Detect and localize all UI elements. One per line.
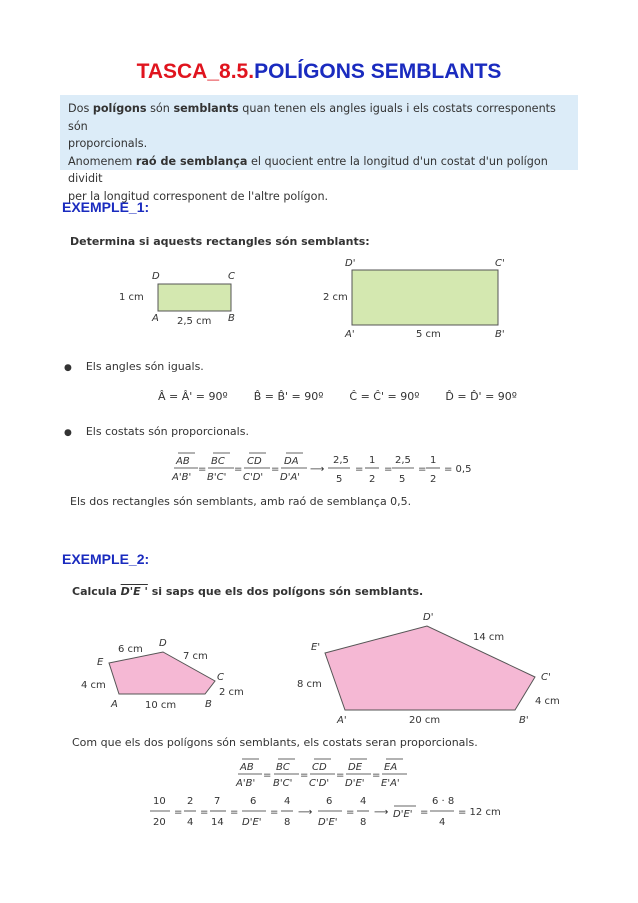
value-den-4: 2 bbox=[430, 474, 437, 485]
side-ab-prime-label: 20 cm bbox=[409, 715, 441, 726]
svg-text:=: = bbox=[300, 770, 309, 781]
title-part-1: TASCA_8.5. bbox=[136, 60, 255, 83]
ratio-den-da: D'A' bbox=[280, 472, 301, 483]
svg-text:=: = bbox=[263, 770, 272, 781]
side-bc-prime-label: 4 cm bbox=[535, 696, 560, 707]
svg-text:⟶: ⟶ bbox=[374, 807, 389, 818]
svg-text:=: = bbox=[384, 464, 393, 475]
example-2-statement: Com que els dos polígons són semblants, els costats seran proporcionals. bbox=[72, 736, 478, 749]
angle-d: D̂ = D̂' = 90º bbox=[445, 390, 517, 403]
definition-line-2: proporcionals. bbox=[68, 137, 148, 150]
vertex-a-prime: A' bbox=[345, 329, 355, 340]
svg-text:=: = bbox=[271, 464, 280, 475]
ratio2-num-cd: CD bbox=[312, 762, 327, 773]
segment-de-prime: D'E ' bbox=[120, 585, 148, 598]
svg-text:=: = bbox=[198, 464, 207, 475]
rect2-width-label: 5 cm bbox=[416, 329, 441, 340]
value-den-3: 5 bbox=[399, 474, 406, 485]
calc-f4-num: 6 bbox=[250, 796, 257, 807]
calc-f2-den: 4 bbox=[187, 817, 194, 828]
svg-text:=: = bbox=[355, 464, 364, 475]
value-num-1: 2,5 bbox=[333, 455, 349, 466]
page-title bbox=[0, 60, 638, 84]
ratio-den-bc: B'C' bbox=[207, 472, 227, 483]
side-dc-prime-label: 14 cm bbox=[473, 632, 505, 643]
ratio2-den-cd: C'D' bbox=[309, 778, 330, 789]
vertex-c2: C bbox=[217, 672, 224, 683]
ratio-num-bc: BC bbox=[211, 456, 225, 467]
vertex-c: C bbox=[228, 271, 235, 282]
calc-f3-den: 14 bbox=[211, 817, 224, 828]
bullet-angles: ● Els angles són iguals. bbox=[64, 360, 204, 373]
example-1-label: EXEMPLE_1: bbox=[62, 199, 150, 215]
vertex-d2: D bbox=[159, 638, 167, 649]
calc-f6-den: D'E' bbox=[318, 817, 338, 828]
value-num-4: 1 bbox=[430, 455, 437, 466]
svg-text:⟶: ⟶ bbox=[310, 464, 325, 475]
title-part-2: POLÍGONS SEMBLANTS bbox=[254, 60, 502, 83]
ratio2-den-de: D'E' bbox=[345, 778, 365, 789]
rect1-height-label: 1 cm bbox=[119, 292, 144, 303]
example-1-conclusion: Els dos rectangles són semblants, amb raó de semblança 0,5. bbox=[70, 495, 412, 508]
svg-text:=: = bbox=[372, 770, 381, 781]
side-ab-label: 10 cm bbox=[145, 700, 177, 711]
example-2-label: EXEMPLE_2: bbox=[62, 551, 150, 567]
svg-text:⟶: ⟶ bbox=[298, 807, 313, 818]
calc-f5-den: 8 bbox=[284, 817, 291, 828]
angles-equalities bbox=[158, 390, 538, 403]
svg-text:=: = bbox=[234, 464, 243, 475]
ratio-den-ab: A'B' bbox=[172, 472, 192, 483]
ratio-den-cd: C'D' bbox=[243, 472, 264, 483]
value-num-3: 2,5 bbox=[395, 455, 411, 466]
calc-lhs: D'E' bbox=[393, 809, 413, 820]
rectangle-a-b-c-d-prime bbox=[352, 270, 498, 325]
calc-f3-num: 7 bbox=[214, 796, 221, 807]
rect1-width-label: 2,5 cm bbox=[177, 316, 212, 327]
definition-line-4: per la longitud corresponent de l'altre polígon. bbox=[68, 189, 329, 203]
angle-c: Ĉ = Ĉ' = 90º bbox=[349, 390, 420, 403]
vertex-d: D bbox=[152, 271, 160, 282]
svg-text:=: = bbox=[336, 770, 345, 781]
svg-text:=: = bbox=[346, 807, 355, 818]
vertex-e: E bbox=[97, 657, 104, 668]
ratio-num-ab: AB bbox=[176, 456, 190, 467]
vertex-c-prime: C' bbox=[495, 258, 505, 269]
svg-text:=: = bbox=[418, 464, 427, 475]
value-den-2: 2 bbox=[369, 474, 376, 485]
value-num-2: 1 bbox=[369, 455, 376, 466]
svg-text:=: = bbox=[174, 807, 183, 818]
calculation-equation bbox=[148, 792, 508, 832]
side-ed-label: 6 cm bbox=[118, 644, 143, 655]
value-den-1: 5 bbox=[336, 474, 343, 485]
vertex-b: B bbox=[228, 313, 235, 324]
rectangles-figure bbox=[110, 258, 530, 343]
ratio2-num-ab: AB bbox=[240, 762, 254, 773]
ratio2-den-bc: B'C' bbox=[273, 778, 293, 789]
vertex-b2: B bbox=[205, 699, 212, 710]
ratio2-den-ea: E'A' bbox=[381, 778, 400, 789]
rectangle-abcd bbox=[158, 284, 231, 311]
side-bc-label: 2 cm bbox=[219, 687, 244, 698]
calc-f5-num: 4 bbox=[284, 796, 291, 807]
ratio2-num-de: DE bbox=[348, 762, 363, 773]
ratio-result: = 0,5 bbox=[444, 464, 472, 475]
ratio-equation-1 bbox=[168, 448, 488, 488]
rect2-height-label: 2 cm bbox=[323, 292, 348, 303]
calc-f6-num: 6 bbox=[326, 796, 333, 807]
angle-b: B̂ = B̂' = 90º bbox=[253, 390, 324, 403]
svg-text:=: = bbox=[230, 807, 239, 818]
ratio-num-cd: CD bbox=[247, 456, 262, 467]
ratio2-den-ab: A'B' bbox=[236, 778, 256, 789]
calc-f8-den: 4 bbox=[439, 817, 446, 828]
example-1-question: Determina si aquests rectangles són semblants: bbox=[70, 235, 370, 248]
svg-text:=: = bbox=[270, 807, 279, 818]
side-ea-prime-label: 8 cm bbox=[297, 679, 322, 690]
ratio-num-da: DA bbox=[284, 456, 299, 467]
calc-f8-num: 6 · 8 bbox=[432, 796, 455, 807]
calc-f2-num: 2 bbox=[187, 796, 194, 807]
vertex-a: A bbox=[152, 313, 159, 324]
ratio2-num-ea: EA bbox=[384, 762, 398, 773]
side-dc-label: 7 cm bbox=[183, 651, 208, 662]
ratio-equation-2 bbox=[232, 754, 432, 792]
svg-text:=: = bbox=[200, 807, 209, 818]
angle-a: Â = Â' = 90º bbox=[158, 390, 228, 403]
definition-box bbox=[60, 95, 578, 203]
calc-f1-num: 10 bbox=[153, 796, 166, 807]
vertex-d-prime2: D' bbox=[423, 612, 434, 623]
vertex-b-prime: B' bbox=[495, 329, 505, 340]
calc-f1-den: 20 bbox=[153, 817, 166, 828]
definition-line-3: Anomenem raó de semblança el quocient entre la longitud d'un costat d'un polígon dividit bbox=[68, 154, 548, 185]
example-2-question: Calcula D'E ' si saps que els dos polígons són semblants. bbox=[72, 585, 424, 598]
bullet-sides: ● Els costats són proporcionals. bbox=[64, 425, 249, 438]
svg-text:=: = bbox=[420, 807, 429, 818]
calc-f7-num: 4 bbox=[360, 796, 367, 807]
calc-result: = 12 cm bbox=[458, 807, 501, 818]
pentagons-figure bbox=[75, 608, 575, 733]
vertex-c-prime2: C' bbox=[541, 672, 551, 683]
side-ea-label: 4 cm bbox=[81, 680, 106, 691]
definition-line-1: Dos polígons són semblants quan tenen els angles iguals i els costats corresponents són bbox=[68, 102, 556, 133]
vertex-d-prime: D' bbox=[345, 258, 356, 269]
vertex-e-prime: E' bbox=[311, 642, 321, 653]
calc-f4-den: D'E' bbox=[242, 817, 262, 828]
vertex-a2: A bbox=[111, 699, 118, 710]
calc-f7-den: 8 bbox=[360, 817, 367, 828]
ratio2-num-bc: BC bbox=[276, 762, 290, 773]
vertex-b-prime2: B' bbox=[519, 715, 529, 726]
vertex-a-prime2: A' bbox=[337, 715, 347, 726]
